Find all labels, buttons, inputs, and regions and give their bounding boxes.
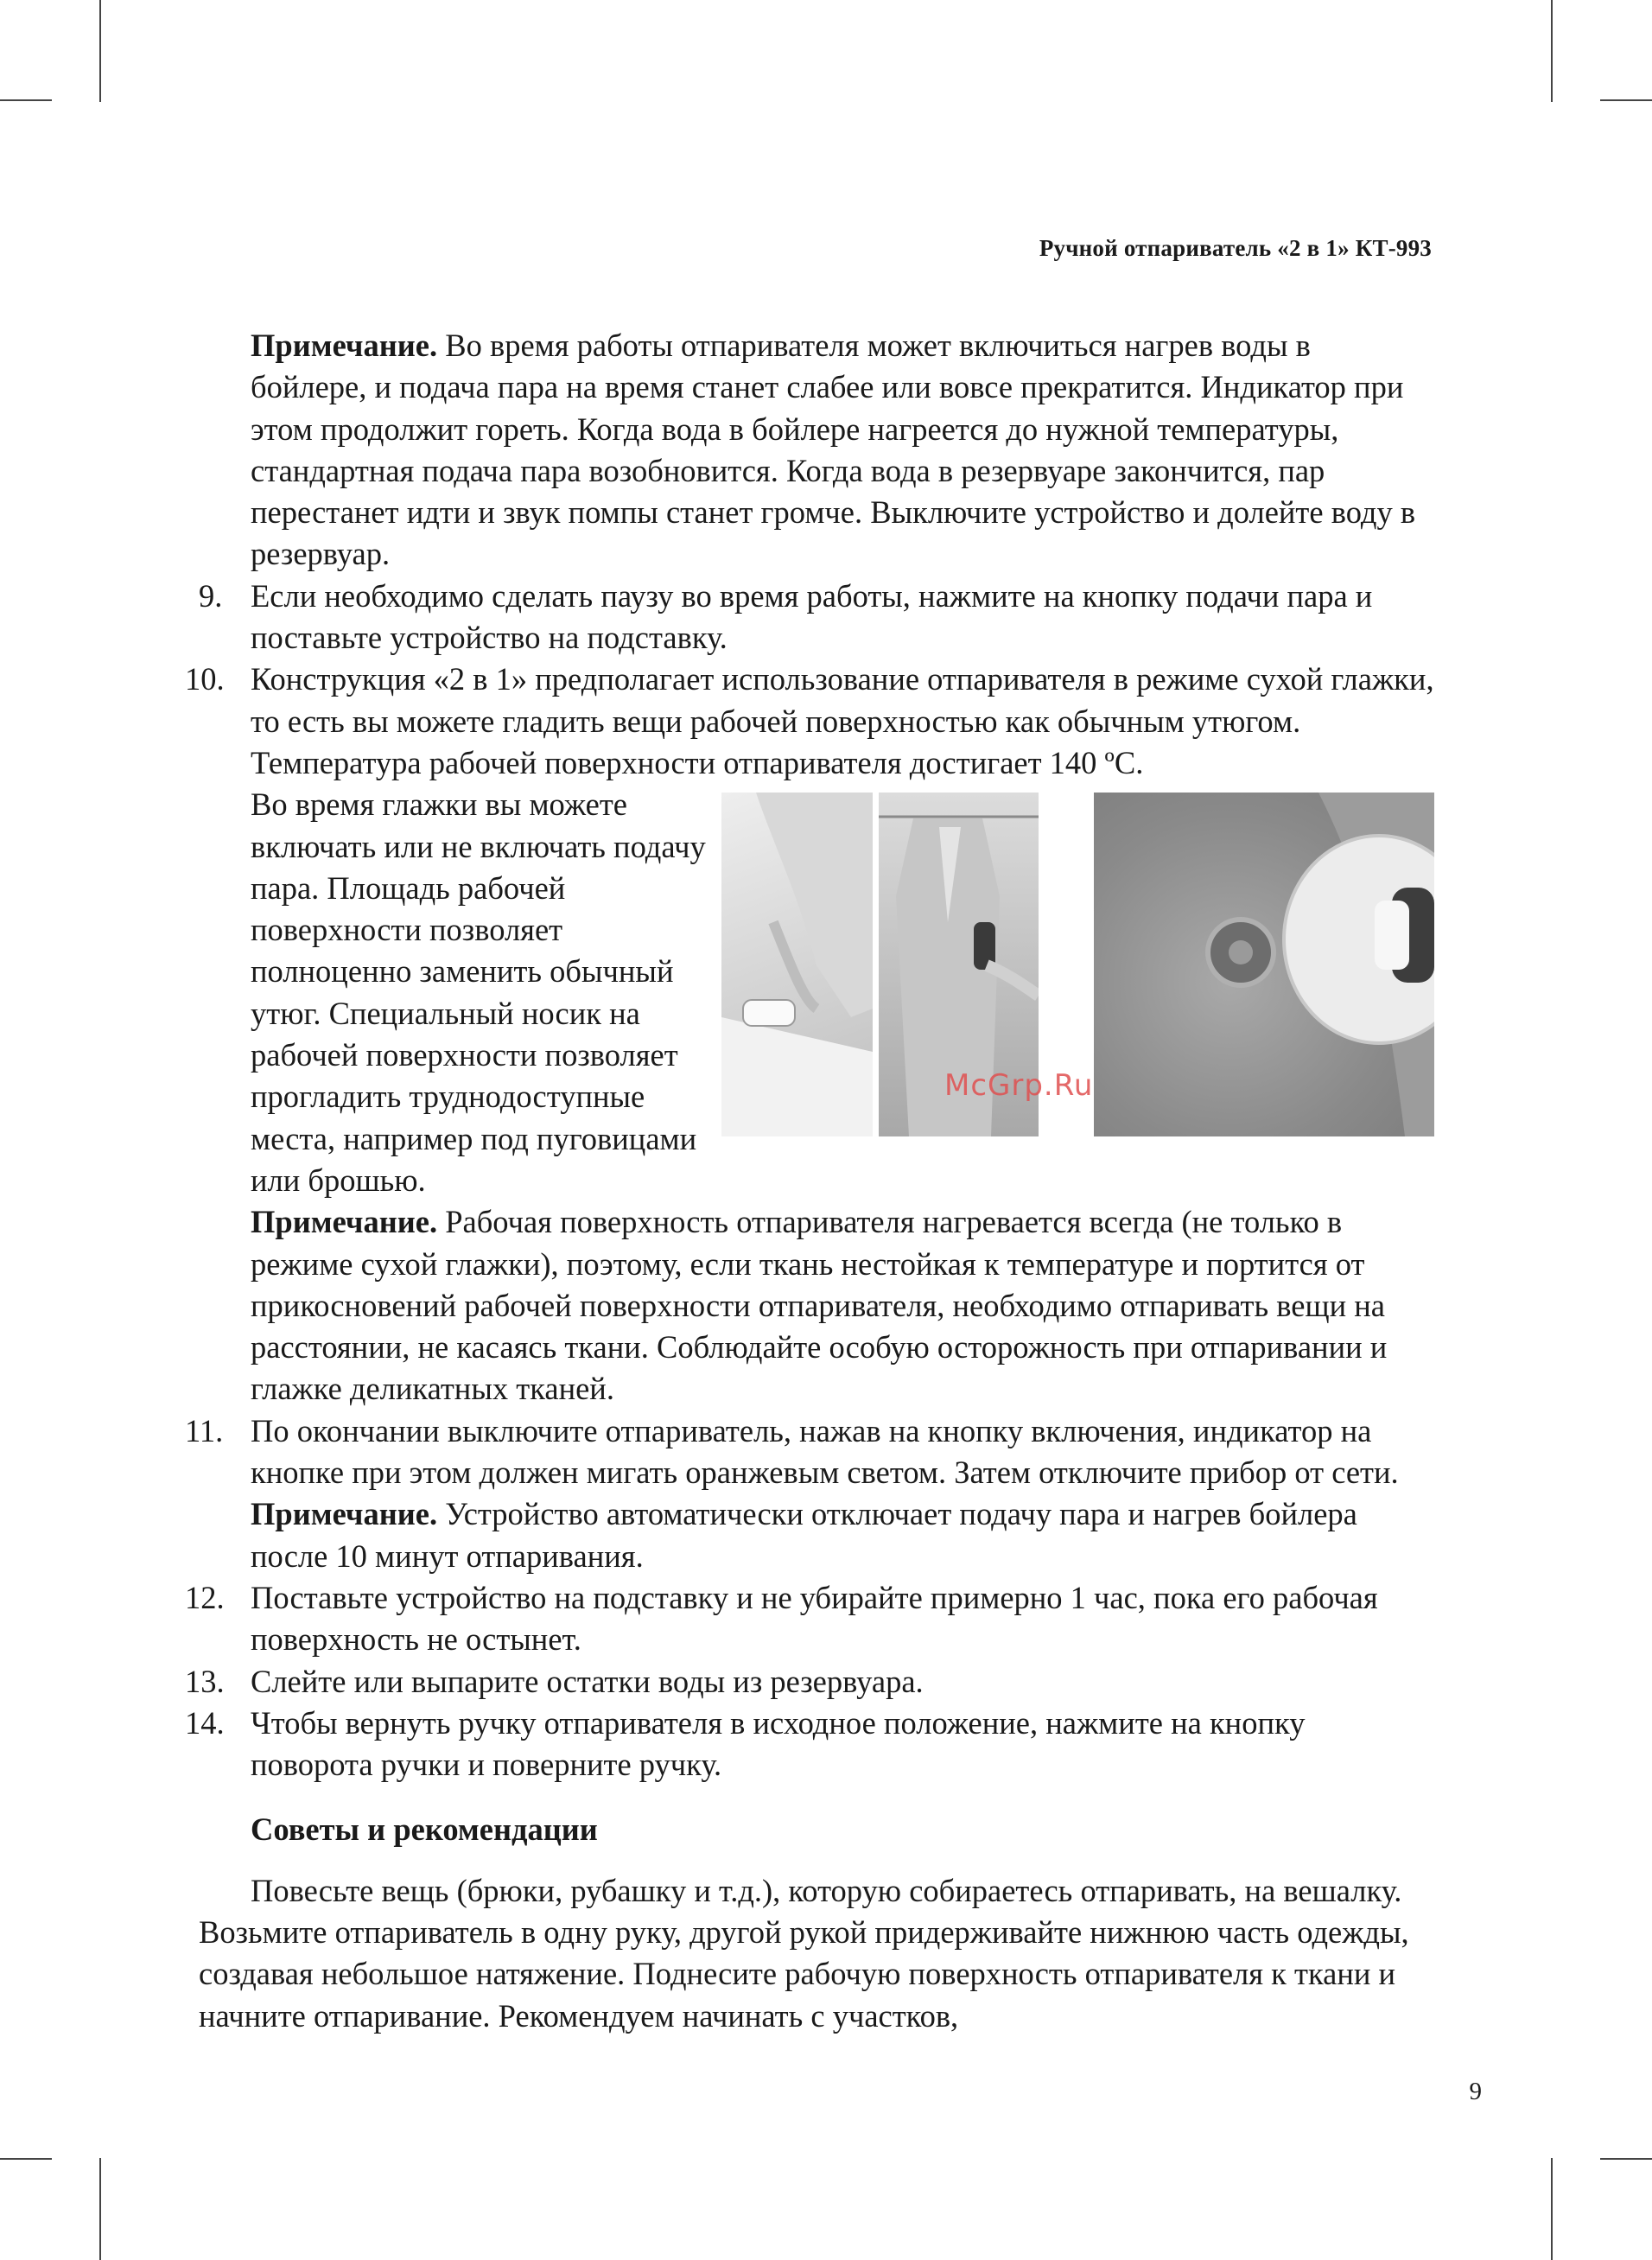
note-text: Во время работы отпаривателя может включиться нагрев воды в бойлере, и подача пара на время станет слабее или вовсе прекратится. Индикатор при этом продолжит гореть. Когда вода в бойлере нагреется до нужной температуры, стандартная подача пара возобновится. Когда вода в резервуаре закончится, пар перестанет идти и звук помпы станет громче. Выключите устройство и долейте воду в резервуар.: [251, 328, 1416, 572]
crop-mark: [1600, 2158, 1652, 2160]
list-number: 10.: [185, 661, 225, 697]
running-header: Ручной отпариватель «2 в 1» КТ-993: [1039, 235, 1432, 261]
note-text: Рабочая поверхность отпаривателя нагревается всегда (не только в режиме сухой глажки), поэтому, если ткань нестойкая к температуре и портится от прикосновений рабочей поверхности отпаривателя, необходимо отпаривать вещи на расстоянии, не касаясь ткани. Соблюдайте особую осторожность при отпаривании и глажке деликатных тканей.: [251, 1204, 1388, 1407]
note-paragraph: [199, 1493, 1434, 1577]
photo-nozzle-closeup: [1094, 793, 1434, 1136]
list-text: Слейте или выпарите остатки воды из резервуара.: [251, 1663, 924, 1699]
crop-mark: [1551, 0, 1553, 102]
list-item: [199, 576, 1434, 659]
figure-block: [199, 784, 1434, 1201]
crop-mark: [1551, 2158, 1553, 2260]
list-text: По окончании выключите отпариватель, нажав на кнопку включения, индикатор на кнопке при этом должен мигать оранжевым светом. Затем отключите прибор от сети.: [251, 1412, 1399, 1491]
list-number: 11.: [185, 1412, 224, 1448]
list-number: 12.: [185, 1579, 225, 1615]
crop-mark: [0, 2158, 52, 2160]
page-content: [185, 325, 1434, 2037]
list-item: [185, 659, 1434, 784]
list-number: 14.: [185, 1704, 225, 1741]
watermark: McGrp.Ru: [944, 1068, 1094, 1104]
photo-group: [721, 793, 1434, 1136]
photo-ironing-on-table: [721, 793, 873, 1136]
note-label: Примечание.: [251, 1204, 438, 1240]
list-number: 13.: [185, 1663, 225, 1699]
note-label: Примечание.: [251, 328, 438, 363]
list-number: 9.: [199, 577, 223, 614]
list-text: Конструкция «2 в 1» предполагает использование отпаривателя в режиме сухой глажки, то есть вы можете гладить вещи рабочей поверхностью как обычным утюгом. Температура рабочей поверхности отпаривателя достигает 140 ºС.: [251, 661, 1434, 780]
section-paragraph: Повесьте вещь (брюки, рубашку и т.д.), которую собираетесь отпаривать, на вешалку. Возьмите отпариватель в одну руку, другой рукой придерживайте нижнюю часть одежды, создавая небольшое натяжение. Поднесите рабочую поверхность отпаривателя к ткани и начните отпаривание. Рекомендуем начинать с участков,: [199, 1872, 1409, 2034]
wrap-text: Во время глажки вы можете включать или не включать подачу пара. Площадь рабочей поверхности позволяет полноценно заменить обычный утюг. Специальный носик на рабочей поверхности позволяет прогладить труднодоступные места, например под пуговицами или брошью.: [251, 786, 706, 1198]
list-item: [185, 1577, 1434, 1661]
list-text: Если необходимо сделать паузу во время работы, нажмите на кнопку подачи пара и поставьте устройство на подставку.: [251, 577, 1373, 656]
section-heading: Советы и рекомендации: [251, 1811, 598, 1848]
list-item: [185, 1703, 1434, 1786]
crop-mark: [99, 2158, 101, 2260]
list-item: [185, 1661, 1434, 1703]
crop-mark: [99, 0, 101, 102]
crop-mark: [1600, 99, 1652, 101]
note-paragraph: [199, 325, 1434, 576]
note-label: Примечание.: [251, 1496, 438, 1532]
note-paragraph: [199, 1201, 1434, 1410]
list-text: Поставьте устройство на подставку и не убирайте примерно 1 час, пока его рабочая поверхность не остынет.: [251, 1579, 1378, 1658]
crop-mark: [0, 99, 52, 101]
list-item: [185, 1410, 1434, 1494]
note-text: Устройство автоматически отключает подачу пара и нагрев бойлера после 10 минут отпаривания.: [251, 1496, 1357, 1574]
list-text: Чтобы вернуть ручку отпаривателя в исходное положение, нажмите на кнопку поворота ручки и поверните ручку.: [251, 1704, 1306, 1783]
page-number: 9: [1469, 2078, 1482, 2105]
